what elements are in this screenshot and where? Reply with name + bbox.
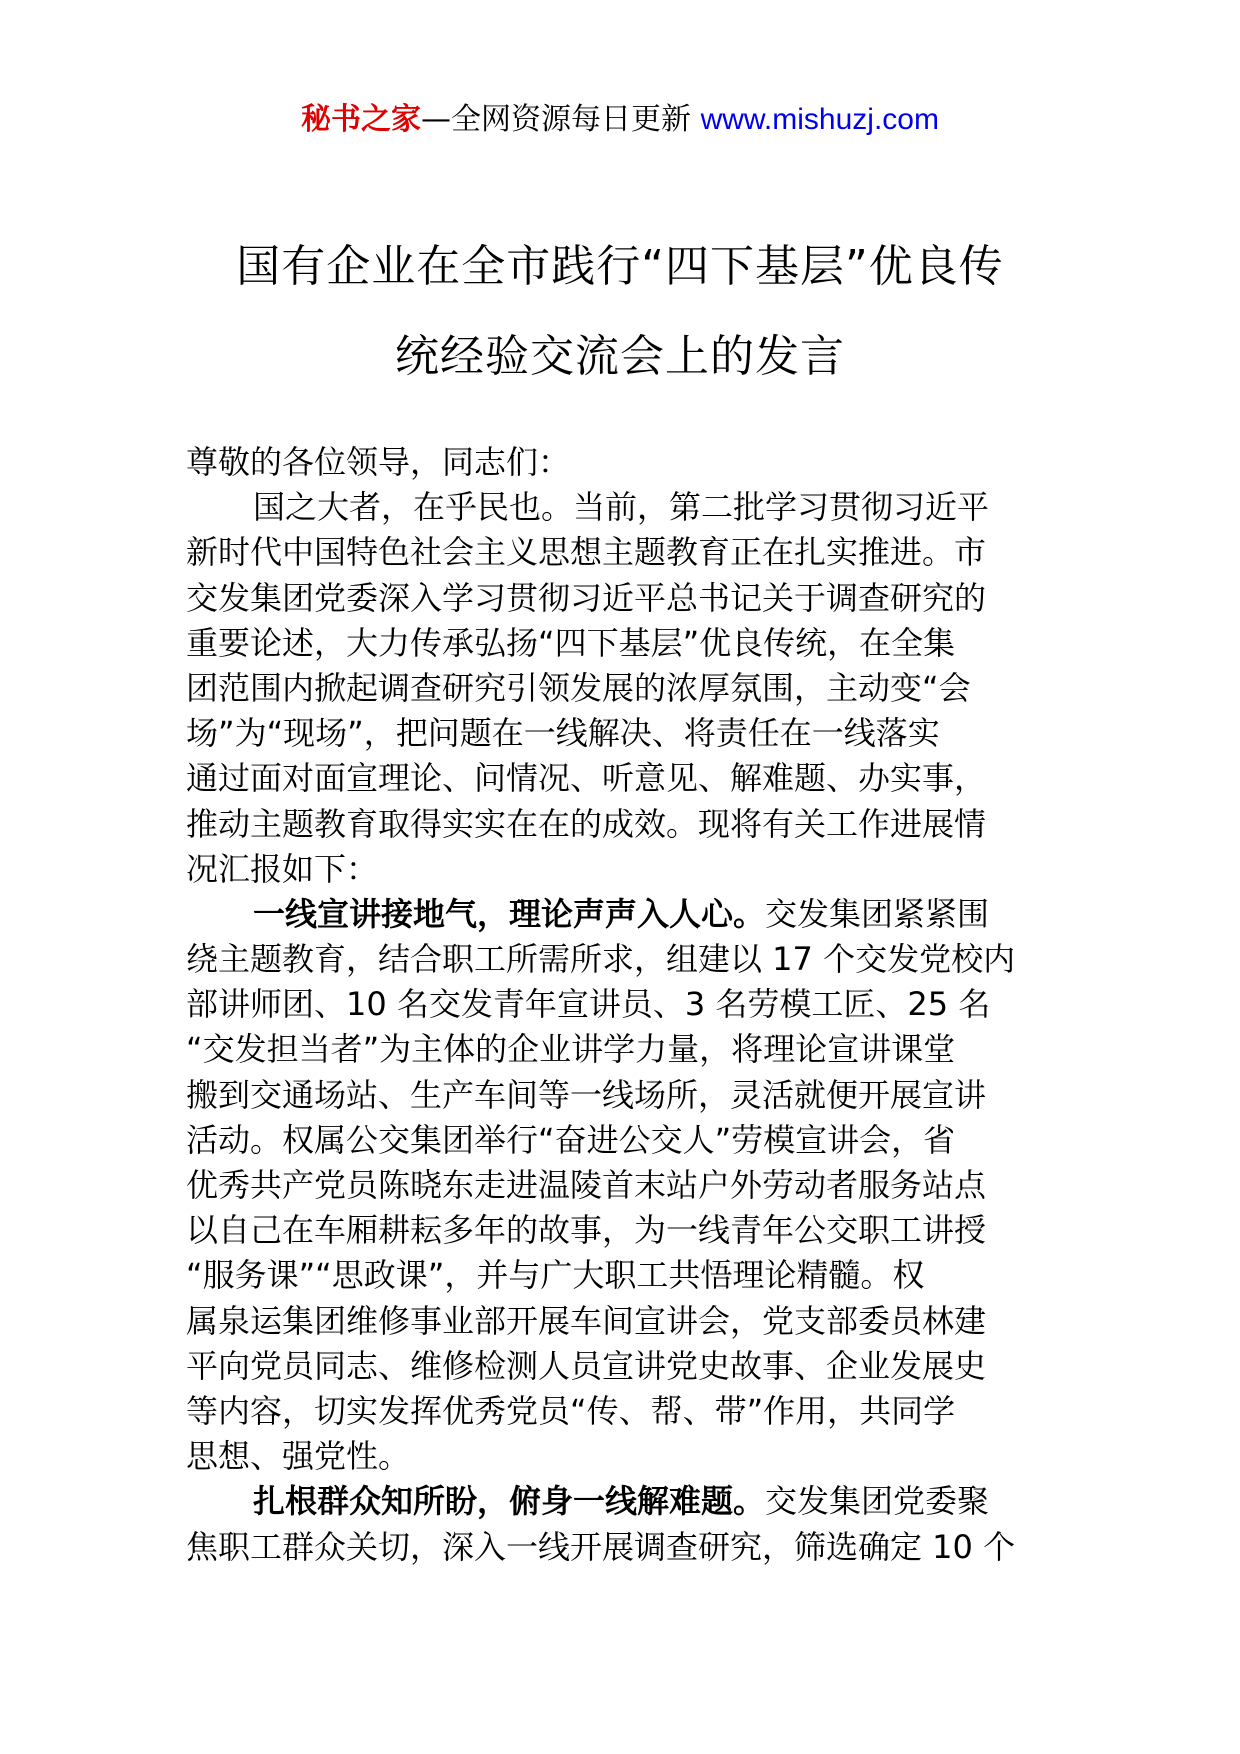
paragraph-2-line: 部讲师团、10 名交发青年宣讲员、3 名劳模工匠、25 名 — [186, 985, 991, 1024]
site-url-link[interactable]: www.mishuzj.com — [700, 103, 939, 136]
salutation: 尊敬的各位领导，同志们： — [186, 443, 571, 481]
paragraph-1-line: 重要论述，大力传承弘扬“四下基层”优良传统，在全集 — [186, 623, 956, 662]
paragraph-2-line: 平向党员同志、维修检测人员宣讲党史故事、企业发展史 — [186, 1346, 987, 1385]
paragraph-1-line: 推动主题教育取得实实在在的成效。现将有关工作进展情 — [186, 804, 987, 843]
paragraph-1-line: 况汇报如下： — [186, 849, 379, 888]
paragraph-3-line: 焦职工群众关切，深入一线开展调查研究，筛选确定 10 个 — [186, 1527, 1016, 1566]
paragraph-2-first-line — [186, 892, 1056, 937]
paragraph-1-line: 交发集团党委深入学习贯彻习近平总书记关于调查研究的 — [186, 578, 987, 617]
paragraph-2-line: 思想、强党性。 — [186, 1437, 411, 1476]
paragraph-2-line: “交发担当者”为主体的企业讲学力量，将理论宣讲课堂 — [186, 1030, 956, 1069]
paragraph-2-line: 优秀共产党员陈晓东走进温陵首末站户外劳动者服务站点 — [186, 1166, 987, 1204]
paragraph-1-line: 新时代中国特色社会主义思想主题教育正在扎实推进。市 — [186, 533, 987, 572]
paragraph-2-first-rest: 交发集团紧紧围 — [765, 894, 990, 933]
paragraph-1-line: 团范围内掀起调查研究引领发展的浓厚氛围，主动变“会 — [186, 668, 971, 707]
document-body — [186, 440, 1056, 1570]
paragraph-3-first-rest: 交发集团党委聚 — [765, 1482, 990, 1521]
paragraph-1-line: 国之大者，在乎民也。当前，第二批学习贯彻习近平 — [253, 488, 990, 527]
paragraph-2-line: 活动。权属公交集团举行“奋进公交人”劳模宣讲会，省 — [186, 1120, 956, 1159]
paragraph-1-line: 通过面对面宣理论、问情况、听意见、解难题、办实事， — [186, 759, 987, 798]
title-line-1: 国有企业在全市践行“四下基层”优良传 — [236, 241, 1004, 292]
site-slogan: —全网资源每日更新 — [421, 102, 701, 137]
paragraph-2-line: 属泉运集团维修事业部开展车间宣讲会，党支部委员林建 — [186, 1301, 987, 1340]
site-header — [0, 100, 1240, 140]
document-title — [150, 222, 1090, 402]
paragraph-2-heading: 一线宣讲接地气，理论声声入人心。 — [253, 894, 766, 933]
site-brand: 秘书之家 — [301, 102, 422, 137]
paragraph-2-line: 搬到交通场站、生产车间等一线场所，灵活就便开展宣讲 — [186, 1075, 987, 1114]
paragraph-3-first-line — [186, 1479, 1056, 1524]
paragraph-1-line: 场”为“现场”，把问题在一线解决、将责任在一线落实 — [186, 714, 940, 753]
title-line-2: 统经验交流会上的发言 — [395, 331, 845, 382]
paragraph-3-heading: 扎根群众知所盼，俯身一线解难题。 — [253, 1482, 766, 1521]
paragraph-2-line: 以自己在车厢耕耘多年的故事，为一线青年公交职工讲授 — [186, 1211, 987, 1250]
paragraph-2-line: 绕主题教育，结合职工所需所求，组建以 17 个交发党校内 — [186, 940, 1016, 979]
paragraph-2-line: 等内容，切实发挥优秀党员“传、帮、带”作用，共同学 — [186, 1391, 956, 1430]
paragraph-2-line: “服务课”“思政课”，并与广大职工共悟理论精髓。权 — [186, 1256, 925, 1295]
